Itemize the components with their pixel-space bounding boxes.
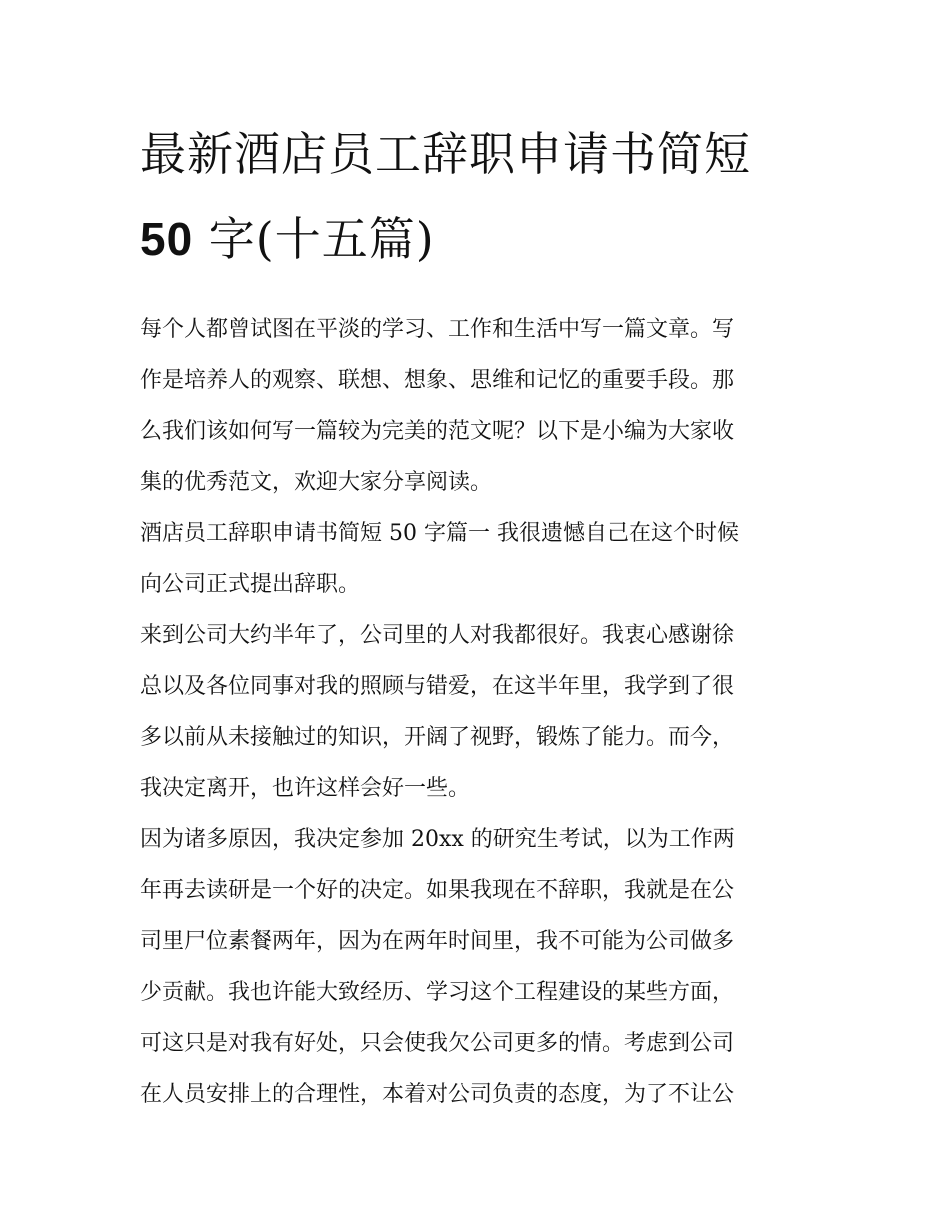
intro-paragraph [140,304,812,508]
paragraph-line: 每个人都曾试图在平淡的学习、工作和生活中写一篇文章。写 [140,317,735,342]
paragraph-line: 因为诸多原因，我决定参加 20xx 的研究生考试，以为工作两 [140,827,735,852]
paragraph-line: 在人员安排上的合理性，本着对公司负责的态度，为了不让公 [140,1082,735,1107]
document-title [140,112,812,282]
paragraph-line: 可这只是对我有好处，只会使我欠公司更多的情。考虑到公司 [140,1031,735,1056]
paragraph-line: 作是培养人的观察、联想、想象、思维和记忆的重要手段。那 [140,368,735,393]
paragraph-line: 多以前从未接触过的知识，开阔了视野，锻炼了能力。而今， [140,725,735,750]
body-paragraph-1 [140,610,812,814]
paragraph-line: 少贡献。我也许能大致经历、学习这个工程建设的某些方面， [140,980,735,1005]
paragraph-line: 总以及各位同事对我的照顾与错爱，在这半年里，我学到了很 [140,674,735,699]
paragraph-line: 来到公司大约半年了，公司里的人对我都很好。我衷心感谢徐 [140,623,735,648]
paragraph-line: 年再去读研是一个好的决定。如果我现在不辞职，我就是在公 [140,878,735,903]
body-paragraph-2 [140,814,812,1120]
paragraph-line: 酒店员工辞职申请书简短 50 字篇一 我很遗憾自己在这个时候 [140,521,739,546]
paragraph-line: 司里尸位素餐两年，因为在两年时间里，我不可能为公司做多 [140,929,735,954]
paragraph-line: 我决定离开，也许这样会好一些。 [140,776,471,801]
paragraph-line: 集的优秀范文，欢迎大家分享阅读。 [140,470,493,495]
paragraph-line: 么我们该如何写一篇较为完美的范文呢？以下是小编为大家收 [140,419,735,444]
title-suffix: 字(十五篇) [208,212,435,266]
title-number: 50 [140,213,194,265]
document-page [140,112,812,1120]
letter-heading-paragraph [140,508,812,610]
paragraph-line: 向公司正式提出辞职。 [140,572,361,597]
title-line-1: 最新酒店员工辞职申请书简短 [140,127,751,181]
title-line-2 [140,197,812,282]
